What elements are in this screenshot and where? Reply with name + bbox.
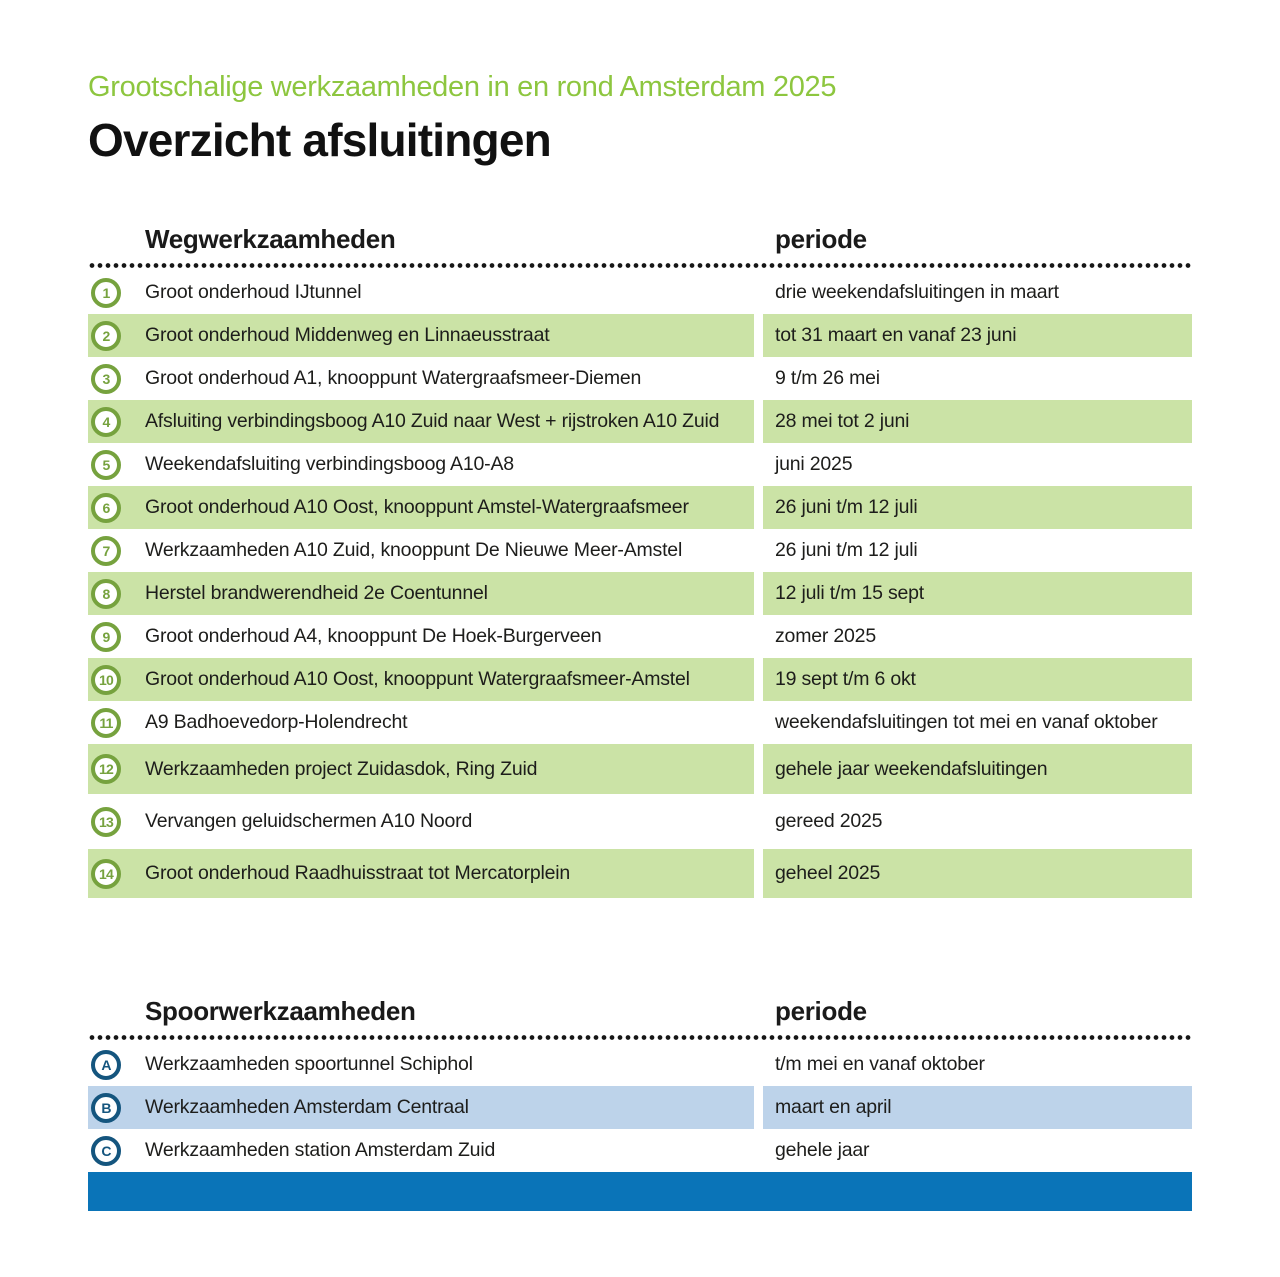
period-cell <box>763 1129 1192 1172</box>
row-badge: 1 <box>91 278 121 308</box>
table-row <box>88 357 1192 400</box>
row-label: Vervangen geluidschermen A10 Noord <box>145 810 473 832</box>
row-badge: 8 <box>91 579 121 609</box>
row-label: Groot onderhoud A10 Oost, knooppunt Watergraafsmeer-Amstel <box>145 668 690 690</box>
row-period: 12 juli t/m 15 sept <box>775 582 925 604</box>
row-label: Groot onderhoud Middenweg en Linnaeusstraat <box>145 324 550 346</box>
rail-works-table <box>88 996 1192 1172</box>
row-label: Groot onderhoud A4, knooppunt De Hoek-Burgerveen <box>145 625 602 647</box>
work-cell <box>88 1086 754 1129</box>
row-period: 26 juni t/m 12 juli <box>775 496 918 518</box>
table-row <box>88 271 1192 314</box>
row-period: maart en april <box>775 1096 892 1118</box>
work-cell <box>88 615 754 658</box>
page-title: Overzicht afsluitingen <box>88 114 551 166</box>
row-badge: 10 <box>91 665 121 695</box>
row-badge: A <box>91 1050 121 1080</box>
rail-works-rows <box>88 1043 1192 1172</box>
row-label: Werkzaamheden spoortunnel Schiphol <box>145 1053 473 1075</box>
row-label: Groot onderhoud A10 Oost, knooppunt Amstel-Watergraafsmeer <box>145 496 689 518</box>
dotted-divider <box>88 263 1192 268</box>
row-period: tot 31 maart en vanaf 23 juni <box>775 324 1017 346</box>
row-label: Weekendafsluiting verbindingsboog A10-A8 <box>145 453 514 475</box>
row-period: 26 juni t/m 12 juli <box>775 539 918 561</box>
work-cell <box>88 271 754 314</box>
period-cell <box>763 400 1192 443</box>
table-row <box>88 701 1192 744</box>
row-label: Werkzaamheden station Amsterdam Zuid <box>145 1139 496 1161</box>
table-row <box>88 400 1192 443</box>
work-cell <box>88 314 754 357</box>
row-badge: 5 <box>91 450 121 480</box>
column-header-works: Spoorwerkzaamheden <box>145 996 416 1026</box>
row-label: Afsluiting verbindingsboog A10 Zuid naar West + rijstroken A10 Zuid <box>145 410 720 432</box>
period-cell <box>763 744 1192 794</box>
period-cell <box>763 529 1192 572</box>
row-badge: C <box>91 1136 121 1166</box>
table-row <box>88 1129 1192 1172</box>
row-badge: 11 <box>91 708 121 738</box>
work-cell <box>88 486 754 529</box>
row-period: 9 t/m 26 mei <box>775 367 880 389</box>
row-period: gereed 2025 <box>775 810 883 832</box>
row-label: Groot onderhoud IJtunnel <box>145 281 362 303</box>
row-label: Herstel brandwerendheid 2e Coentunnel <box>145 582 488 604</box>
work-cell <box>88 849 754 898</box>
period-cell <box>763 849 1192 898</box>
table-row <box>88 529 1192 572</box>
row-badge: 9 <box>91 622 121 652</box>
row-period: geheel 2025 <box>775 862 881 884</box>
dotted-divider <box>88 1035 1192 1040</box>
column-header-period: periode <box>775 996 867 1026</box>
row-label: Werkzaamheden project Zuidasdok, Ring Zuid <box>145 757 538 780</box>
road-works-table <box>88 224 1192 898</box>
row-period: zomer 2025 <box>775 625 876 647</box>
row-badge: 14 <box>91 859 121 889</box>
period-cell <box>763 572 1192 615</box>
row-label: A9 Badhoevedorp-Holendrecht <box>145 711 408 733</box>
work-cell <box>88 572 754 615</box>
period-cell <box>763 615 1192 658</box>
row-label: Groot onderhoud Raadhuisstraat tot Mercatorplein <box>145 862 571 884</box>
row-label: Werkzaamheden Amsterdam Centraal <box>145 1096 469 1118</box>
period-cell <box>763 794 1192 849</box>
row-badge: 3 <box>91 364 121 394</box>
column-header-period: periode <box>775 224 867 254</box>
row-period: juni 2025 <box>775 453 853 475</box>
work-cell <box>88 400 754 443</box>
work-cell <box>88 744 754 794</box>
work-cell <box>88 1043 754 1086</box>
period-cell <box>763 486 1192 529</box>
table-row <box>88 314 1192 357</box>
table-row <box>88 794 1192 849</box>
work-cell <box>88 529 754 572</box>
table-row <box>88 1043 1192 1086</box>
table-row <box>88 572 1192 615</box>
row-badge: 4 <box>91 407 121 437</box>
work-cell <box>88 443 754 486</box>
row-period: drie weekendafsluitingen in maart <box>775 281 1059 303</box>
row-period: 19 sept t/m 6 okt <box>775 668 916 690</box>
row-badge: 13 <box>91 807 121 837</box>
row-badge: 2 <box>91 321 121 351</box>
row-period: 28 mei tot 2 juni <box>775 410 910 432</box>
period-cell <box>763 357 1192 400</box>
road-works-rows <box>88 271 1192 898</box>
table-row <box>88 1086 1192 1129</box>
road-works-table-header <box>88 224 1192 254</box>
content <box>88 0 1192 1211</box>
row-period: gehele jaar weekendafsluitingen <box>775 757 1048 780</box>
rail-works-table-header <box>88 996 1192 1026</box>
page-subtitle: Grootschalige werkzaamheden in en rond Amsterdam 2025 <box>88 71 837 103</box>
work-cell <box>88 658 754 701</box>
table-row <box>88 744 1192 794</box>
table-row <box>88 443 1192 486</box>
bottom-bar <box>88 1172 1192 1211</box>
table-row <box>88 486 1192 529</box>
row-badge: B <box>91 1093 121 1123</box>
work-cell <box>88 1129 754 1172</box>
work-cell <box>88 357 754 400</box>
column-header-works: Wegwerkzaamheden <box>145 224 396 254</box>
row-period: weekendafsluitingen tot mei en vanaf oktober <box>775 711 1158 733</box>
period-cell <box>763 271 1192 314</box>
row-label: Groot onderhoud A1, knooppunt Watergraafsmeer-Diemen <box>145 367 642 389</box>
table-row <box>88 615 1192 658</box>
work-cell <box>88 794 754 849</box>
period-cell <box>763 443 1192 486</box>
row-period: t/m mei en vanaf oktober <box>775 1053 985 1075</box>
row-badge: 12 <box>91 754 121 784</box>
period-cell <box>763 1086 1192 1129</box>
period-cell <box>763 1043 1192 1086</box>
period-cell <box>763 701 1192 744</box>
table-row <box>88 849 1192 898</box>
row-badge: 6 <box>91 493 121 523</box>
period-cell <box>763 658 1192 701</box>
row-label: Werkzaamheden A10 Zuid, knooppunt De Nieuwe Meer-Amstel <box>145 539 683 561</box>
work-cell <box>88 701 754 744</box>
row-period: gehele jaar <box>775 1139 870 1161</box>
table-row <box>88 658 1192 701</box>
period-cell <box>763 314 1192 357</box>
row-badge: 7 <box>91 536 121 566</box>
